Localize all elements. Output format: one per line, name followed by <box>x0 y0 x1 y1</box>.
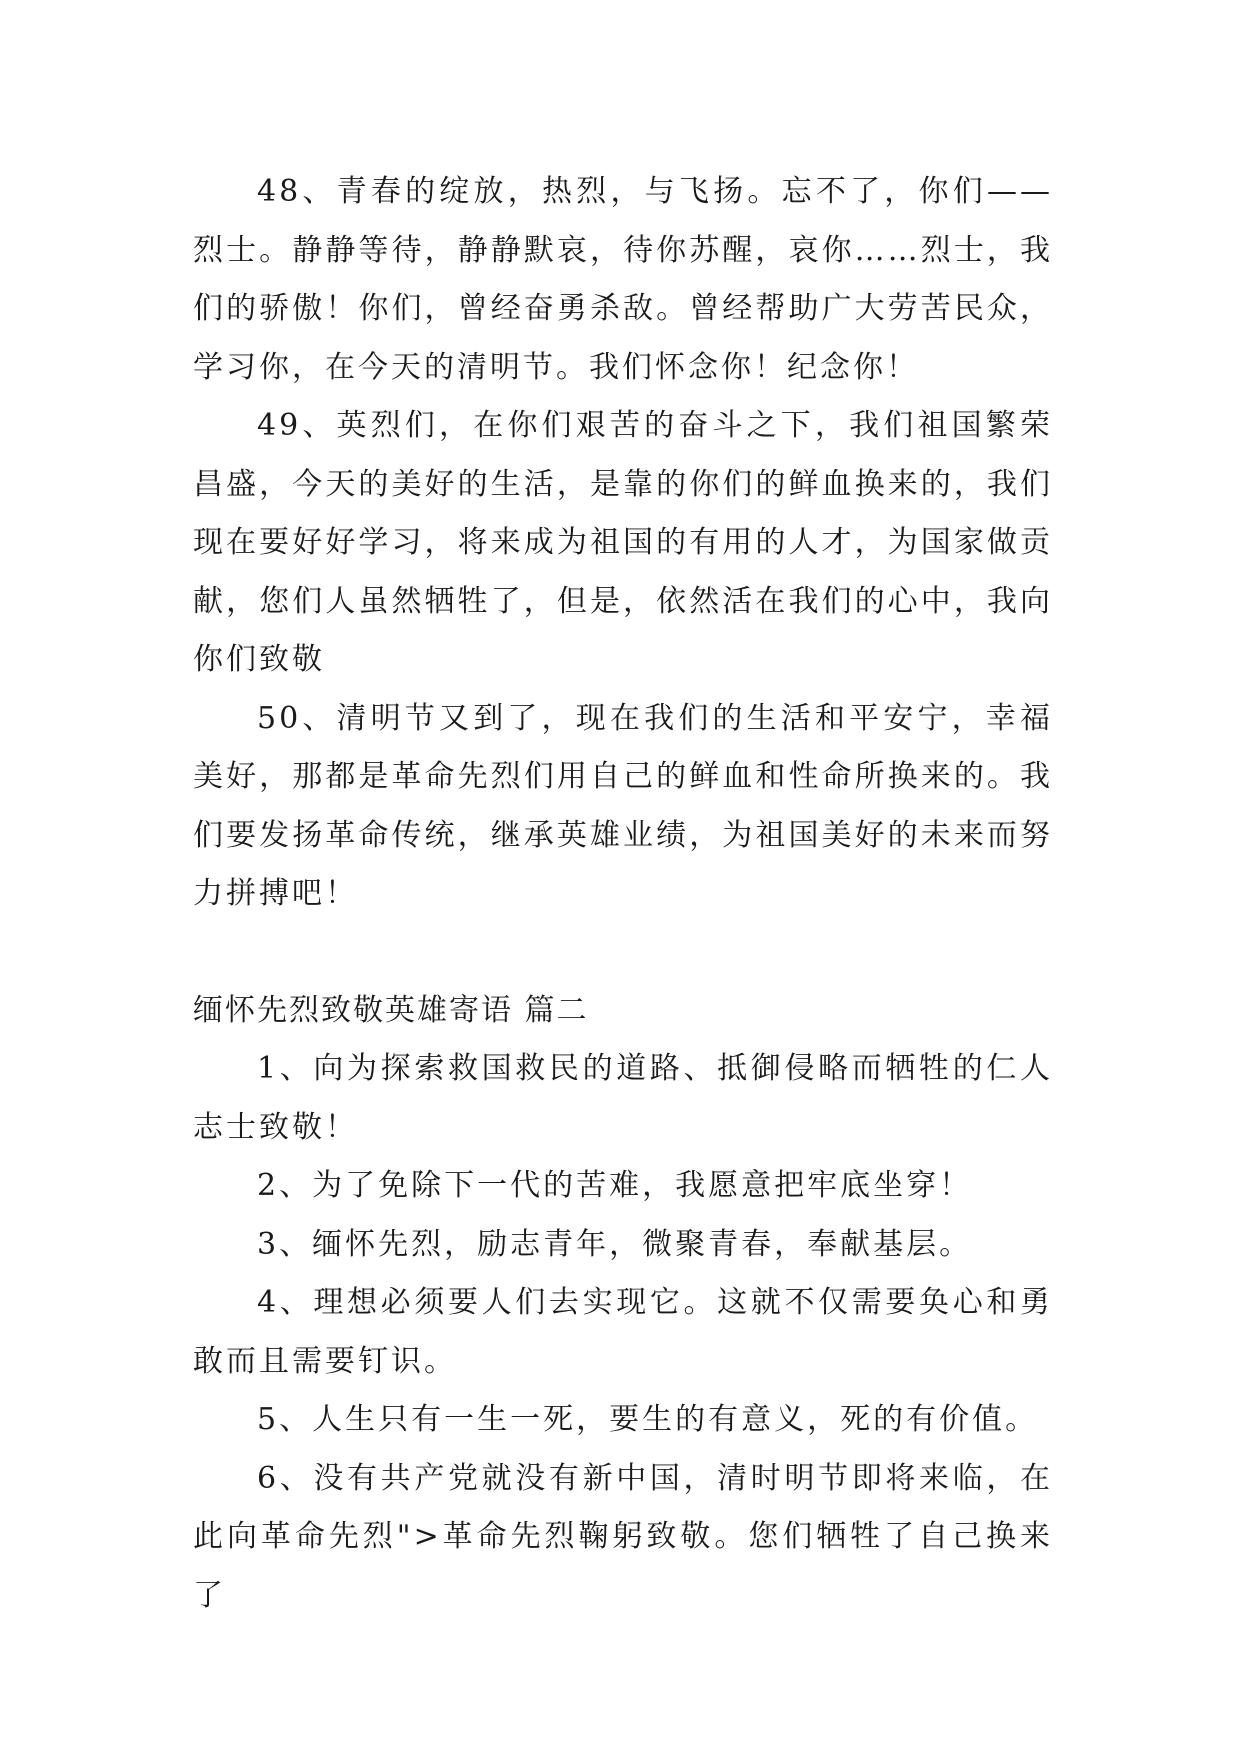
paragraph-48: 48、青春的绽放，热烈，与飞扬。忘不了，你们——烈士。静静等待，静静默哀，待你苏醒，哀你……烈士，我们的骄傲！你们，曾经奋勇杀敌。曾经帮助广大劳苦民众，学习你，在今天的清明节。我们怀念你！纪念你！ <box>193 174 1053 385</box>
paragraph-3: 3、缅怀先烈，励志青年，微聚青春，奉献基层。 <box>257 1226 973 1262</box>
paragraph-6: 6、没有共产党就没有新中国，清时明节即将来临，在此向革命先烈">革命先烈鞠躬致敬。您们牺牲了自己换来了 <box>193 1460 1053 1613</box>
paragraph-1: 1、向为探索救国救民的道路、抵御侵略而牺牲的仁人志士致敬！ <box>193 1051 1053 1145</box>
paragraph-4: 4、理想必须要人们去实现它。这就不仅需要奂心和勇敢而且需要钉识。 <box>193 1285 1053 1379</box>
document-page <box>193 163 1053 1625</box>
paragraph-2: 2、为了免除下一代的苦难，我愿意把牢底坐穿！ <box>257 1168 973 1203</box>
section-heading: 缅怀先烈致敬英雄寄语 篇二 <box>193 992 589 1028</box>
paragraph-50: 50、清明节又到了，现在我们的生活和平安宁，幸福美好，那都是革命先烈们用自己的鲜血和性命所换来的。我们要发扬革命传统，继承英雄业绩，为祖国美好的未来而努力拼搏吧！ <box>193 700 1053 911</box>
paragraph-5: 5、人生只有一生一死，要生的有意义，死的有价值。 <box>257 1402 1039 1437</box>
paragraph-49: 49、英烈们，在你们艰苦的奋斗之下，我们祖国繁荣昌盛，今天的美好的生活，是靠的你们的鲜血换来的，我们现在要好好学习，将来成为祖国的有用的人才，为国家做贡献，您们人虽然牺牲了，但是，依然活在我们的心中，我向你们致敬 <box>193 408 1053 677</box>
